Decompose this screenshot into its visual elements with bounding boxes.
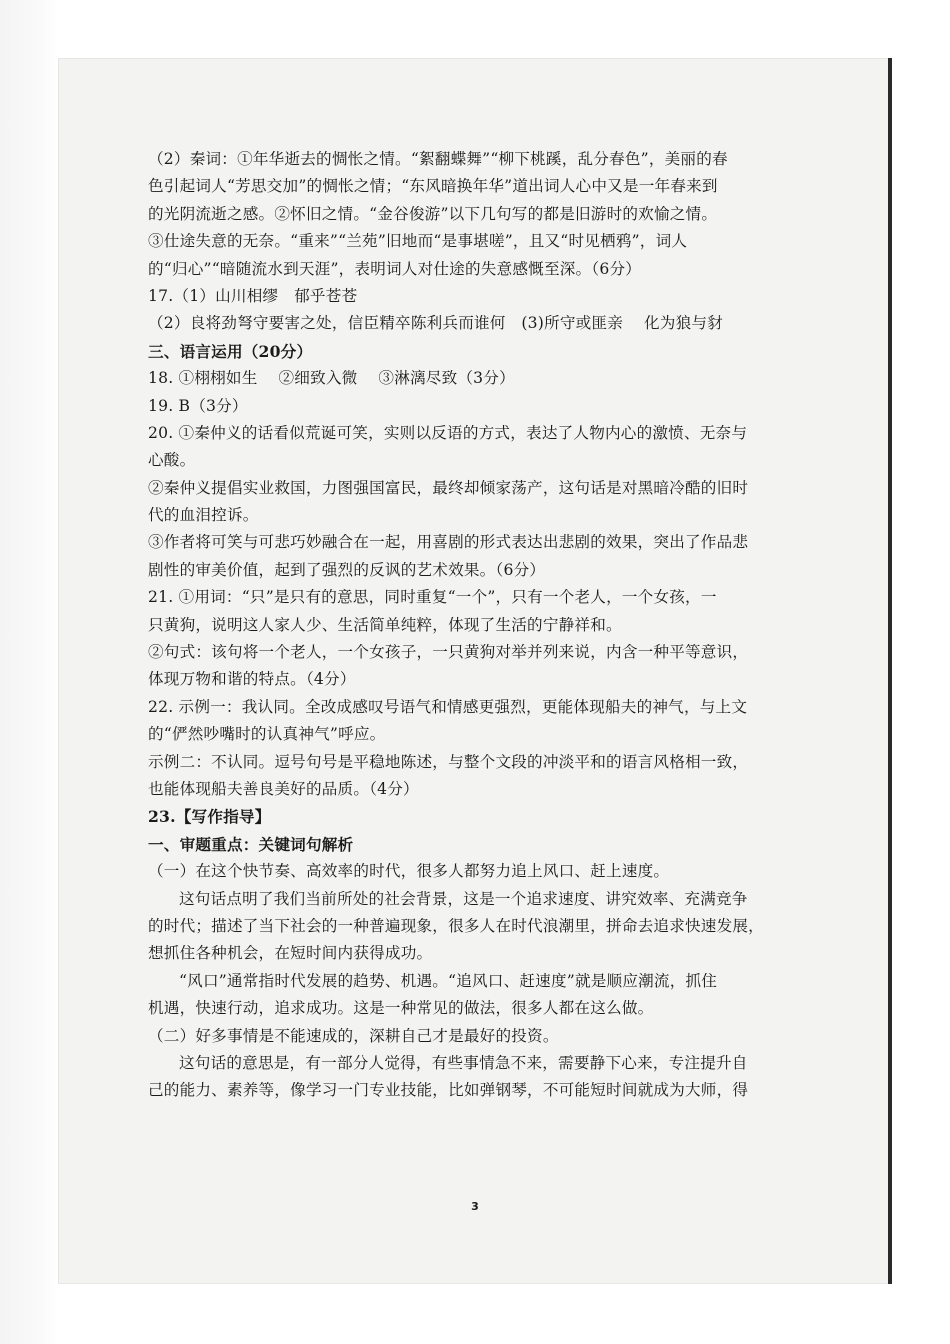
text-line: 这句话的意思是，有一部分人觉得，有些事情急不来，需要静下心来，专注提升自 xyxy=(179,1053,748,1072)
section-heading-line: 23.【写作指导】 xyxy=(148,807,271,827)
text-line: ③仕途失意的无奈。“重来”“兰苑”旧地而“是事堪嗟”，且又“时见栖鸦”，词人 xyxy=(148,232,688,251)
text-line: 心酸。 xyxy=(148,451,196,470)
page-number: 3 xyxy=(471,1200,479,1213)
scan-background-left xyxy=(0,0,58,1344)
text-line: ③作者将可笑与可悲巧妙融合在一起，用喜剧的形式表达出悲剧的效果，突出了作品悲 xyxy=(148,533,749,552)
text-line: 19. B（3分） xyxy=(148,396,248,415)
text-line: 想抓住各种机会，在短时间内获得成功。 xyxy=(148,944,433,963)
text-line: 20. ①秦仲义的话看似荒诞可笑，实则以反语的方式，表达了人物内心的激愤、无奈与 xyxy=(148,423,748,442)
section-heading-line: 一、审题重点：关键词句解析 xyxy=(148,834,354,854)
text-line: 的光阴流逝之感。②怀旧之情。“金谷俊游”以下几句写的都是旧游时的欢愉之情。 xyxy=(148,204,718,223)
text-line: 的时代；描述了当下社会的一种普遍现象，很多人在时代浪潮里，拼命去追求快速发展， xyxy=(148,916,764,935)
text-line: 代的血泪控诉。 xyxy=(148,506,259,525)
text-line: “风口”通常指时代发展的趋势、机遇。“追风口、赶速度”就是顺应潮流，抓住 xyxy=(179,971,718,990)
text-line: ②秦仲义提倡实业救国，力图强国富民，最终却倾家荡产，这句话是对黑暗冷酷的旧时 xyxy=(148,478,749,497)
text-line: 示例二：不认同。逗号句号是平稳地陈述，与整个文段的冲淡平和的语言风格相一致， xyxy=(148,752,749,771)
text-line: 剧性的审美价值，起到了强烈的反讽的艺术效果。（6分） xyxy=(148,560,546,579)
answer-text-body xyxy=(148,146,808,1105)
text-line: （2）秦词：①年华逝去的惆怅之情。“絮翻蝶舞”“柳下桃蹊，乱分春色”，美丽的春 xyxy=(148,150,728,168)
paper-edge-right xyxy=(888,58,892,1284)
text-line: 这句话点明了我们当前所处的社会背景，这是一个追求速度、讲究效率、充满竞争 xyxy=(179,889,748,908)
text-line: （二）好多事情是不能速成的，深耕自己才是最好的投资。 xyxy=(148,1026,559,1045)
text-line: 的“归心”“暗随流水到天涯”，表明词人对仕途的失意感慨至深。（6分） xyxy=(148,259,642,278)
text-line: ②句式：该句将一个老人，一个女孩子，一只黄狗对举并列来说，内含一种平等意识， xyxy=(148,643,749,662)
text-line: 只黄狗，说明这人家人少、生活简单纯粹，体现了生活的宁静祥和。 xyxy=(148,615,622,634)
text-line: 的“俨然吵嘴时的认真神气”呼应。 xyxy=(148,725,386,744)
text-line: 21. ①用词：“只”是只有的意思，同时重复“一个”，只有一个老人，一个女孩，一 xyxy=(148,588,717,607)
text-line: 17.（1）山川相缪 郁乎苍苍 xyxy=(148,286,358,305)
section-heading-line: 三、语言运用（20分） xyxy=(148,341,313,361)
text-line: 也能体现船夫善良美好的品质。（4分） xyxy=(148,779,419,798)
text-line: （一）在这个快节奏、高效率的时代，很多人都努力追上风口、赶上速度。 xyxy=(148,862,670,881)
text-line: （2）良将劲弩守要害之处，信臣精卒陈利兵而谁何 (3)所守或匪亲 化为狼与豺 xyxy=(148,314,723,333)
text-line: 22. 示例一：我认同。全改成感叹号语气和情感更强烈，更能体现船夫的神气，与上文 xyxy=(148,697,748,716)
text-line: 色引起词人“芳思交加”的惆怅之情；“东风暗换年华”道出词人心中又是一年春来到 xyxy=(148,177,718,196)
text-line: 体现万物和谐的特点。（4分） xyxy=(148,670,356,689)
text-line: 己的能力、素养等，像学习一门专业技能，比如弹钢琴，不可能短时间就成为大师，得 xyxy=(148,1081,749,1100)
text-line: 机遇，快速行动，追求成功。这是一种常见的做法，很多人都在这么做。 xyxy=(148,999,654,1018)
text-line: 18. ①栩栩如生 ②细致入微 ③淋漓尽致（3分） xyxy=(148,369,515,388)
